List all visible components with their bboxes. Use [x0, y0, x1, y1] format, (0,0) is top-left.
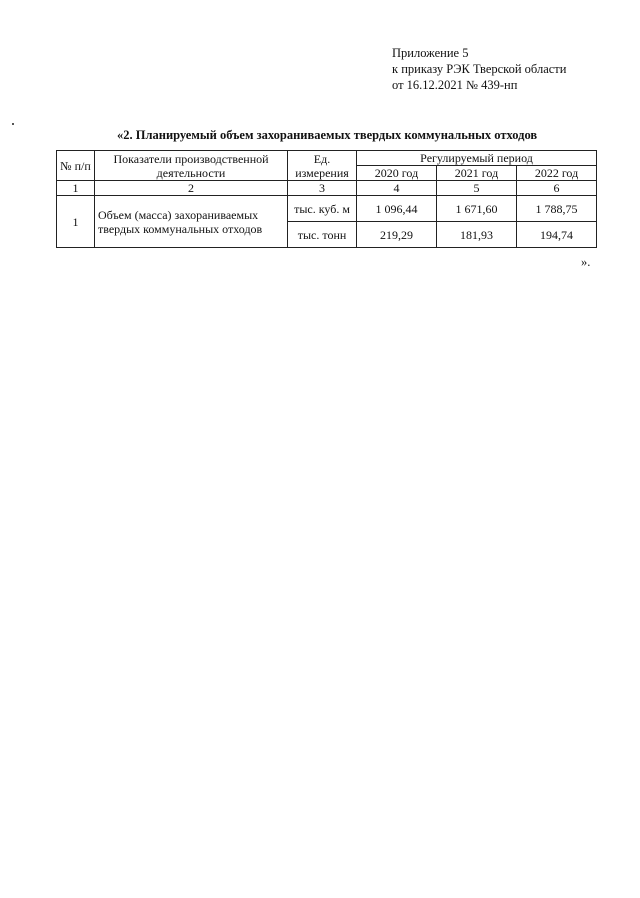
- row-number: 1: [57, 196, 95, 248]
- table-row: [57, 196, 597, 222]
- column-number: 3: [288, 181, 357, 196]
- col-header-period: Регулируемый период: [357, 151, 597, 166]
- value-2022-volume: 1 788,75: [517, 196, 597, 222]
- column-number: 5: [437, 181, 517, 196]
- column-number: 2: [95, 181, 288, 196]
- col-header-year-2020: 2020 год: [357, 166, 437, 181]
- value-2021-volume: 1 671,60: [437, 196, 517, 222]
- value-2022-mass: 194,74: [517, 222, 597, 248]
- column-number: 4: [357, 181, 437, 196]
- column-number: 1: [57, 181, 95, 196]
- col-header-year-2022: 2022 год: [517, 166, 597, 181]
- value-2020-volume: 1 096,44: [357, 196, 437, 222]
- closing-quote-mark: ».: [581, 255, 591, 269]
- section-title: «2. Планируемый объем захораниваемых твердых коммунальных отходов: [117, 128, 538, 142]
- scan-speck: [12, 123, 14, 125]
- row-indicator: Объем (масса) захораниваемых твердых коммунальных отходов: [95, 196, 288, 248]
- appendix-header: [392, 45, 566, 93]
- unit-cubic-meters: тыс. куб. м: [288, 196, 357, 222]
- appendix-number: Приложение 5: [392, 46, 469, 60]
- order-date: от 16.12.2021 № 439-нп: [392, 78, 518, 92]
- value-2021-mass: 181,93: [437, 222, 517, 248]
- waste-volume-table: [56, 150, 597, 248]
- col-header-number: № п/п: [57, 151, 95, 181]
- order-reference: к приказу РЭК Тверской области: [392, 62, 567, 76]
- column-numbers-row: [57, 181, 597, 196]
- col-header-year-2021: 2021 год: [437, 166, 517, 181]
- column-number: 6: [517, 181, 597, 196]
- value-2020-mass: 219,29: [357, 222, 437, 248]
- unit-tonnes: тыс. тонн: [288, 222, 357, 248]
- col-header-unit: Ед. измерения: [288, 151, 357, 181]
- col-header-indicator: Показатели производственной деятельности: [95, 151, 288, 181]
